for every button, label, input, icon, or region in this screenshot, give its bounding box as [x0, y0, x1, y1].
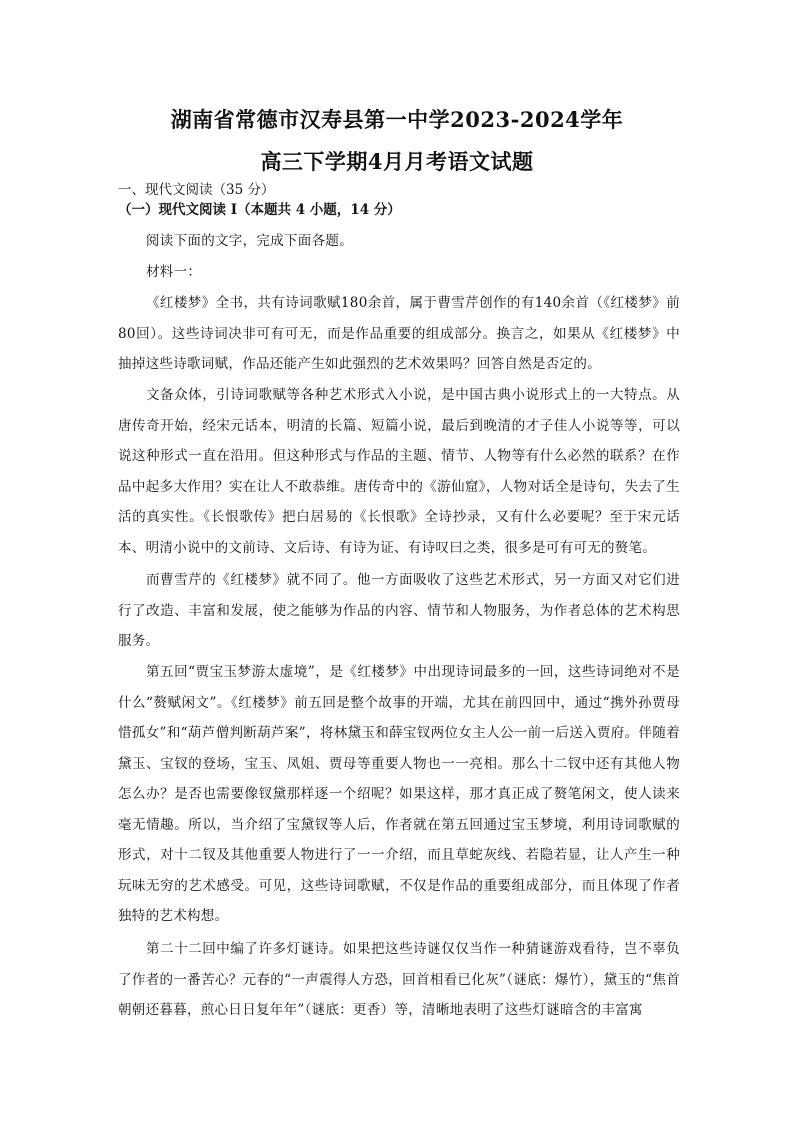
section-heading: 一、现代文阅读（35 分）: [118, 182, 275, 198]
paragraph: 文备众体，引诗词歌赋等各种艺术形式入小说，是中国古典小说形式上的一大特点。从唐传奇开始，经宋元话本，明清的长篇、短篇小说，最后到晚清的才子佳人小说等等，可以说这种形式一直在沿用。但这种形式与作品的主题、情节、人物等有什么必然的联系？在作品中起多大作用？实在让人不敢恭维。唐传奇中的《游仙窟》，人物对话全是诗句，失去了生活的真实性。《长恨歌传》把白居易的《长恨歌》全诗抄录，又有什么必要呢？至于宋元话本、明清小说中的文前诗、文后诗、有诗为证、有诗叹曰之类，很多是可有可无的赘笔。: [118, 387, 680, 556]
paragraph: 而曹雪芹的《红楼梦》就不同了。他一方面吸收了这些艺术形式，另一方面又对它们进行了改造、丰富和发展，使之能够为作品的内容、情节和人物服务，为作者总体的艺术构思服务。: [118, 572, 680, 649]
paragraph: 第五回“贾宝玉梦游太虚境”，是《红楼梦》中出现诗词最多的一回，这些诗词绝对不是什么“赘赋闲文”。《红楼梦》前五回是整个故事的开端，尤其在前四回中，通过“携外孙贾母惜孤女”和“葫芦僧判断葫芦案”，将林黛玉和薛宝钗两位女主人公一前一后送入贾府。伴随着黛玉、宝钗的登场，宝玉、凤姐、贾母等重要人物也一一亮相。那么十二钗中还有其他人物怎么办？是否也需要像钗黛那样逐一个绍呢？如果这样，那才真正成了赘笔闲文，使人读来毫无情趣。所以，当介绍了宝黛钗等人后，作者就在第五回通过宝玉梦境，利用诗词歌赋的形式，对十二钗及其他重要人物进行了一一介绍，而且草蛇灰线、若隐若显，让人产生一种玩味无穷的艺术感受。可见，这些诗词歌赋，不仅是作品的重要组成部分，而且体现了作者独特的艺术构想。: [118, 664, 680, 924]
subsection-heading: （一）现代文阅读 I（本题共 4 小题，14 分）: [118, 202, 401, 218]
document-title-line-1: 湖南省常德市汉寿县第一中学2023-2024学年: [170, 107, 624, 132]
paragraph: 第二十二回中编了许多灯谜诗。如果把这些诗谜仅仅当作一种猜谜游戏看待，岂不辜负了作者的一番苦心？元春的“一声震得人方恐，回首相看已化灰”（谜底：爆竹），黛玉的“焦首朝朝还暮暮，煎心日日复年年”（谜底：更香）等，清晰地表明了这些灯谜暗含的丰富寓: [118, 941, 680, 1018]
document-title-line-2: 高三下学期4月月考语文试题: [260, 149, 534, 174]
material-label: 材料一：: [146, 264, 202, 280]
paragraph: 《红楼梦》全书，共有诗词歌赋180余首，属于曹雪芹创作的有140余首（《红楼梦》前80回）。这些诗词决非可有可无，而是作品重要的组成部分。换言之，如果从《红楼梦》中抽掉这些诗歌词赋，作品还能产生如此强烈的艺术效果吗？回答自然是否定的。: [118, 295, 680, 372]
instruction-text: 阅读下面的文字，完成下面各题。: [146, 233, 353, 249]
